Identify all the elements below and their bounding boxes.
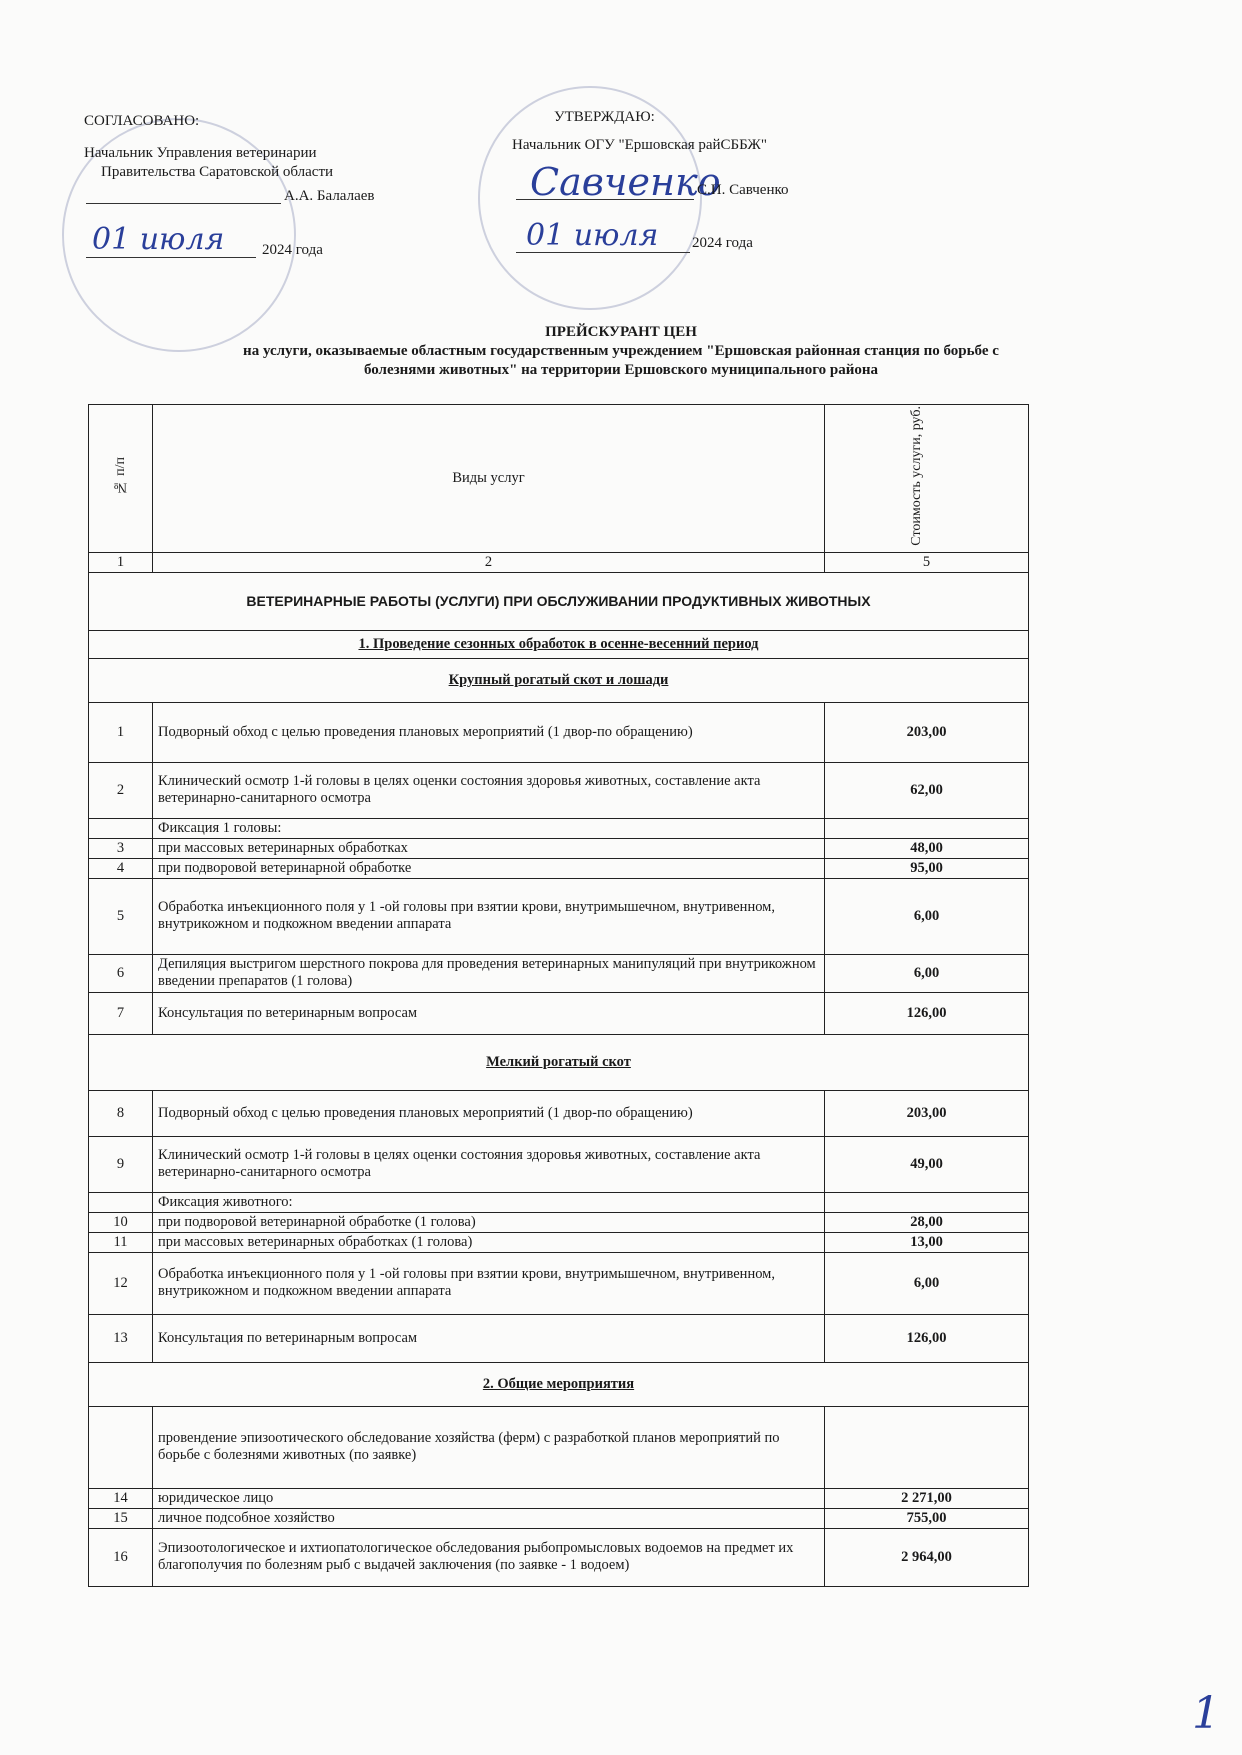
table-row — [89, 1528, 1029, 1586]
row-service: при подворовой ветеринарной обработке (1 голова) — [153, 1212, 825, 1232]
row-number: 14 — [89, 1488, 153, 1508]
approval-left-date-handwritten: 01 июля — [92, 222, 225, 257]
approval-right-year: 2024 года — [692, 235, 753, 251]
approval-left-signer: А.А. Балалаев — [284, 188, 375, 204]
row-price: 126,00 — [825, 992, 1029, 1034]
row-price: 28,00 — [825, 1212, 1029, 1232]
approval-right-date-line — [516, 252, 690, 253]
row-price — [825, 818, 1029, 838]
table-row — [89, 1488, 1029, 1508]
row-number: 2 — [89, 762, 153, 818]
table-row — [89, 1212, 1029, 1232]
table-row — [89, 992, 1029, 1034]
approval-left-line1: Начальник Управления ветеринарии — [84, 145, 317, 161]
row-price: 62,00 — [825, 762, 1029, 818]
row-price: 203,00 — [825, 702, 1029, 762]
table-row — [89, 954, 1029, 992]
row-price: 2 964,00 — [825, 1528, 1029, 1586]
row-service: при массовых ветеринарных обработках — [153, 838, 825, 858]
document-subtitle-2: болезнями животных" на территории Ершовского муниципального района — [363, 362, 879, 378]
approval-right-signature-line — [516, 199, 694, 200]
approval-right — [512, 108, 852, 155]
row-price: 6,00 — [825, 1252, 1029, 1314]
table-row — [89, 858, 1029, 878]
row-service: Подворный обход с целью проведения плановых мероприятий (1 двор-по обращению) — [153, 1090, 825, 1136]
row-price: 48,00 — [825, 838, 1029, 858]
row-number: 11 — [89, 1232, 153, 1252]
section-1-title: 1. Проведение сезонных обработок в осенне-весенний период — [89, 630, 1029, 658]
row-number: 7 — [89, 992, 153, 1034]
row-number — [89, 1192, 153, 1212]
table-row — [89, 702, 1029, 762]
section-2-title: 2. Общие мероприятия — [89, 1362, 1029, 1406]
table-row — [89, 762, 1029, 818]
row-number: 13 — [89, 1314, 153, 1362]
approval-right-heading: УТВЕРЖДАЮ: — [554, 109, 655, 125]
approval-left-line2: Правительства Саратовской области — [101, 164, 334, 180]
approval-right-signature: Савченко — [530, 160, 721, 204]
row-service: Фиксация животного: — [153, 1192, 825, 1212]
row-price: 203,00 — [825, 1090, 1029, 1136]
table-row — [89, 1136, 1029, 1192]
row-service: при массовых ветеринарных обработках (1 голова) — [153, 1232, 825, 1252]
page-number-mark: 1 — [1192, 1688, 1220, 1739]
header-col-service: Виды услуг — [153, 405, 825, 553]
table-row — [89, 1406, 1029, 1488]
approval-right-signer: С.И. Савченко — [697, 182, 789, 198]
index-col-1: 1 — [89, 552, 153, 572]
subsection-small-title: Мелкий рогатый скот — [89, 1034, 1029, 1090]
row-price: 2 271,00 — [825, 1488, 1029, 1508]
row-number: 5 — [89, 878, 153, 954]
row-service: Обработка инъекционного поля у 1 -ой головы при взятии крови, внутримышечном, внутривенном, внутрикожном и подкожном введении аппарата — [153, 878, 825, 954]
row-number — [89, 818, 153, 838]
approval-left-date-line — [86, 257, 256, 258]
row-service: Клинический осмотр 1-й головы в целях оценки состояния здоровья животных, составление акта ветеринарно-санитарного осмотра — [153, 762, 825, 818]
approval-left — [84, 112, 404, 182]
approval-right-line1: Начальник ОГУ "Ершовская райСББЖ" — [512, 137, 767, 153]
table-row — [89, 1090, 1029, 1136]
row-price: 126,00 — [825, 1314, 1029, 1362]
table-row — [89, 878, 1029, 954]
row-service: Эпизоотологическое и ихтиопатологическое обследования рыбопромысловых водоемов на предмет их благополучия по болезням рыб с выдачей заключения (по заявке - 1 водоем) — [153, 1528, 825, 1586]
row-service: юридическое лицо — [153, 1488, 825, 1508]
row-price — [825, 1406, 1029, 1488]
table-header-row — [89, 405, 1029, 553]
row-price: 6,00 — [825, 954, 1029, 992]
row-price: 755,00 — [825, 1508, 1029, 1528]
row-price: 49,00 — [825, 1136, 1029, 1192]
row-service: Фиксация 1 головы: — [153, 818, 825, 838]
row-price: 95,00 — [825, 858, 1029, 878]
row-number: 15 — [89, 1508, 153, 1528]
table-index-row — [89, 552, 1029, 572]
row-service: Обработка инъекционного поля у 1 -ой головы при взятии крови, внутримышечном, внутривенном, внутрикожном и подкожном введении аппарата — [153, 1252, 825, 1314]
table-row — [89, 818, 1029, 838]
row-number: 8 — [89, 1090, 153, 1136]
approval-left-heading: СОГЛАСОВАНО: — [84, 113, 200, 129]
row-number: 16 — [89, 1528, 153, 1586]
section-main-row — [89, 572, 1029, 630]
table-row — [89, 1252, 1029, 1314]
header-col-price: Стоимость услуги, руб. — [825, 405, 1029, 553]
row-service: провендение эпизоотического обследование хозяйства (ферм) с разработкой планов мероприятий по борьбе с болезнями животных (по заявке) — [153, 1406, 825, 1488]
row-service: Консультация по ветеринарным вопросам — [153, 1314, 825, 1362]
index-col-3: 5 — [825, 552, 1029, 572]
row-number: 6 — [89, 954, 153, 992]
row-service: Консультация по ветеринарным вопросам — [153, 992, 825, 1034]
row-service: при подворовой ветеринарной обработке — [153, 858, 825, 878]
row-price: 13,00 — [825, 1232, 1029, 1252]
approval-right-date-handwritten: 01 июля — [526, 218, 659, 253]
row-price — [825, 1192, 1029, 1212]
header-col-num: № п/п — [89, 405, 153, 553]
row-number: 4 — [89, 858, 153, 878]
section-2-row — [89, 1362, 1029, 1406]
section-1-row — [89, 630, 1029, 658]
table-row — [89, 838, 1029, 858]
table-row — [89, 1192, 1029, 1212]
document-title: ПРЕЙСКУРАНТ ЦЕН — [545, 324, 697, 340]
row-number: 1 — [89, 702, 153, 762]
row-service: личное подсобное хозяйство — [153, 1508, 825, 1528]
row-service: Клинический осмотр 1-й головы в целях оценки состояния здоровья животных, составление акта ветеринарно-санитарного осмотра — [153, 1136, 825, 1192]
row-price: 6,00 — [825, 878, 1029, 954]
subsection-small-row — [89, 1034, 1029, 1090]
approval-left-year: 2024 года — [262, 242, 323, 258]
row-number — [89, 1406, 153, 1488]
subsection-cattle-row — [89, 658, 1029, 702]
subsection-cattle-title: Крупный рогатый скот и лошади — [89, 658, 1029, 702]
table-row — [89, 1508, 1029, 1528]
table-row — [89, 1232, 1029, 1252]
index-col-2: 2 — [153, 552, 825, 572]
row-service: Депиляция выстригом шерстного покрова для проведения ветеринарных манипуляций при внутрикожном введении препаратов (1 голова) — [153, 954, 825, 992]
approval-left-signature-line — [86, 203, 281, 204]
row-number: 3 — [89, 838, 153, 858]
row-number: 10 — [89, 1212, 153, 1232]
row-number: 12 — [89, 1252, 153, 1314]
section-main-title: ВЕТЕРИНАРНЫЕ РАБОТЫ (УСЛУГИ) ПРИ ОБСЛУЖИВАНИИ ПРОДУКТИВНЫХ ЖИВОТНЫХ — [89, 572, 1029, 630]
document-subtitle-1: на услуги, оказываемые областным государственным учреждением "Ершовская районная станция по борьбе с — [243, 343, 999, 359]
row-service: Подворный обход с целью проведения плановых мероприятий (1 двор-по обращению) — [153, 702, 825, 762]
row-number: 9 — [89, 1136, 153, 1192]
price-table — [88, 404, 1029, 1587]
table-row — [89, 1314, 1029, 1362]
